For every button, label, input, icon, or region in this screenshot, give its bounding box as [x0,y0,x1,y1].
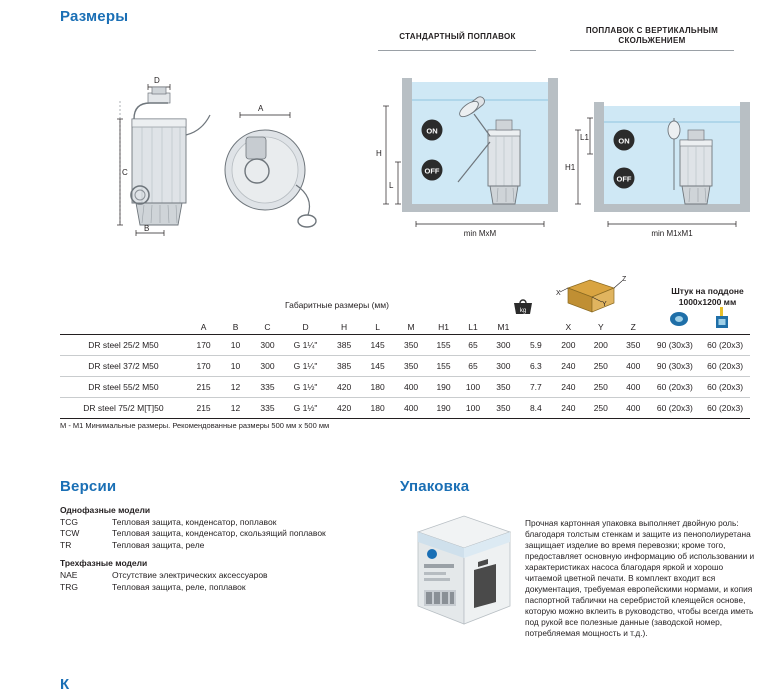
cell-pallet-1: 60 (20x3) [650,397,701,418]
col-head-weight [520,320,552,334]
svg-text:D: D [154,76,160,85]
three-phase-block [60,558,390,593]
cell-b: 10 [220,355,250,376]
svg-text:OFF: OFF [424,166,440,176]
cell-z: 400 [617,355,649,376]
table-row [60,376,750,397]
col-head-y: Y [585,320,617,334]
table-column-header-row [60,320,750,334]
cell-d: G 1½" [284,397,327,418]
col-head-m1: M1 [487,320,519,334]
table-row [60,397,750,418]
version-code: TR [60,539,72,550]
col-head-h: H [327,320,362,334]
cell-l: 145 [361,334,393,355]
packaging-title: Упаковка [400,478,470,495]
table-group-header-row [60,290,750,320]
single-phase-block [60,505,390,551]
versions-title: Версии [60,478,117,495]
cell-z: 400 [617,376,649,397]
col-head-l1: L1 [459,320,487,334]
packaging-section [400,478,760,639]
standard-float-diagram [370,78,560,240]
pallet-header-line2: 1000x1200 мм [678,297,737,307]
cell-m1: 300 [487,334,519,355]
caption-standard-float: СТАНДАРТНЫЙ ПОПЛАВОК [399,32,516,41]
cell-a: 215 [187,397,220,418]
list-item [60,582,390,593]
pallet-header-line1: Штук на поддоне [671,286,744,296]
row-model-name: DR steel 37/2 M50 [60,355,187,376]
svg-text:min MxM: min MxM [463,229,497,238]
col-head-l: L [361,320,393,334]
cell-pallet-1: 90 (30x3) [650,334,701,355]
svg-text:C: C [122,168,128,177]
cell-weight: 7.7 [520,376,552,397]
row-model-name: DR steel 25/2 M50 [60,334,187,355]
cell-m: 400 [394,397,429,418]
col-head-c: C [251,320,284,334]
cell-b: 12 [220,376,250,397]
version-desc: Тепловая защита, реле, поплавок [112,581,246,592]
svg-text:A: A [258,104,264,113]
specifications-table [60,290,750,419]
single-phase-title: Однофазные модели [60,505,151,515]
cell-h1: 190 [428,397,458,418]
cell-c: 335 [251,376,284,397]
col-head-model [60,320,187,334]
svg-text:H1: H1 [565,163,576,172]
cell-pallet-1: 90 (30x3) [650,355,701,376]
cell-a: 170 [187,334,220,355]
cell-a: 215 [187,376,220,397]
cell-a: 170 [187,355,220,376]
cell-h: 385 [327,355,362,376]
cell-h1: 190 [428,376,458,397]
group-head-model [60,290,187,320]
cell-c: 300 [251,355,284,376]
cell-x: 240 [552,397,584,418]
pump-dimension-drawing [60,75,360,240]
svg-text:ON: ON [618,136,630,146]
svg-text:ON: ON [426,126,438,136]
version-code: TCW [60,528,80,539]
cell-c: 335 [251,397,284,418]
table-row [60,355,750,376]
list-item [60,540,390,551]
cell-x: 240 [552,376,584,397]
cell-d: G 1¼" [284,355,327,376]
version-desc: Тепловая защита, конденсатор, поплавок [112,517,277,527]
cell-m: 350 [394,355,429,376]
cell-m1: 350 [487,376,519,397]
col-head-b: B [220,320,250,334]
cell-l: 145 [361,355,393,376]
svg-text:kg: kg [519,308,527,314]
col-head-z: Z [617,320,649,334]
cell-h: 385 [327,334,362,355]
page-title: Размеры [60,8,129,25]
cell-x: 240 [552,355,584,376]
next-section-title: К [60,676,70,693]
list-item [60,528,390,539]
list-item [60,570,390,581]
version-code: TRG [60,581,78,592]
cell-pallet-2: 60 (20x3) [700,334,750,355]
cell-l1: 65 [459,334,487,355]
svg-text:min M1xM1: min M1xM1 [651,229,693,238]
cell-m1: 300 [487,355,519,376]
col-head-m: M [394,320,429,334]
cell-weight: 8.4 [520,397,552,418]
col-head-d: D [284,320,327,334]
svg-text:L: L [389,181,394,190]
group-head-dimensions: Габаритные размеры (мм) [285,300,389,310]
caption-rule-2 [570,50,734,51]
svg-text:L1: L1 [580,133,589,142]
svg-text:Z: Z [622,276,626,283]
packaging-box-image [400,506,520,641]
col-head-pallet-1 [650,320,701,334]
cell-y: 200 [585,334,617,355]
cell-h1: 155 [428,334,458,355]
cell-b: 10 [220,334,250,355]
cell-y: 250 [585,397,617,418]
cell-c: 300 [251,334,284,355]
cell-pallet-2: 60 (20x3) [700,376,750,397]
svg-text:H: H [376,149,382,158]
cell-m: 400 [394,376,429,397]
caption-rule-1 [378,50,536,51]
versions-section [60,478,390,600]
cell-z: 350 [617,334,649,355]
cell-y: 250 [585,376,617,397]
svg-text:Y: Y [602,301,607,308]
list-item [60,517,390,528]
cell-h: 420 [327,376,362,397]
svg-text:B: B [144,224,150,233]
cell-d: G 1¼" [284,334,327,355]
three-phase-title: Трехфазные модели [60,558,148,569]
table-row [60,334,750,355]
version-code: TCG [60,517,78,527]
caption-vertical-float: ПОПЛАВОК С ВЕРТИКАЛЬНЫМ СКОЛЬЖЕНИЕМ [585,26,719,45]
cell-d: G 1½" [284,376,327,397]
cell-l1: 100 [459,376,487,397]
cell-weight: 6.3 [520,355,552,376]
vertical-float-diagram [562,78,752,240]
col-head-a: A [187,320,220,334]
col-head-pallet-2 [700,320,750,334]
row-model-name: DR steel 75/2 M[T]50 [60,397,187,418]
table-note: M - M1 Минимальные размеры. Рекомендованные размеры 500 мм x 500 мм [60,421,330,430]
col-head-h1: H1 [428,320,458,334]
row-model-name: DR steel 55/2 M50 [60,376,187,397]
cell-l: 180 [361,376,393,397]
cell-z: 400 [617,397,649,418]
cell-pallet-2: 60 (20x3) [700,355,750,376]
cell-weight: 5.9 [520,334,552,355]
svg-text:X: X [556,290,561,297]
svg-text:OFF: OFF [616,174,632,184]
cell-l1: 100 [459,397,487,418]
cell-x: 200 [552,334,584,355]
packaging-description: Прочная картонная упаковка выполняет двойную роль: благодаря толстым стенкам и защите из пенополиуретана защищает изделие во время перевозки; кроме того, предоставляет основную информацию об использовании и характеристиках насоса благодаря яркой и хорошо читаемой цветной печати. В комплект входит вся документация, требуемая европейскими нормами, и копия паспортной таблички на серебристой клеящейся основе, которую можно вклеить в руководство, чтобы всегда иметь под рукой все полезные данные (заводской номер, потребляемая мощность и т.д.). [525,518,755,639]
cell-l: 180 [361,397,393,418]
cell-h: 420 [327,397,362,418]
cell-m: 350 [394,334,429,355]
cell-l1: 65 [459,355,487,376]
cell-pallet-1: 60 (20x3) [650,376,701,397]
version-desc: Тепловая защита, конденсатор, скользящий поплавок [112,528,326,539]
col-head-x: X [552,320,584,334]
version-desc: Тепловая защита, реле [112,539,205,550]
group-head-box [520,290,617,320]
cell-h1: 155 [428,355,458,376]
cell-m1: 350 [487,397,519,418]
cell-pallet-2: 60 (20x3) [700,397,750,418]
cell-y: 250 [585,355,617,376]
version-code: NAE [60,570,78,581]
group-head-weight [487,290,519,320]
version-desc: Отсутствие электрических аксессуаров [112,570,268,581]
cell-b: 12 [220,397,250,418]
group-head-pallet [617,290,700,320]
